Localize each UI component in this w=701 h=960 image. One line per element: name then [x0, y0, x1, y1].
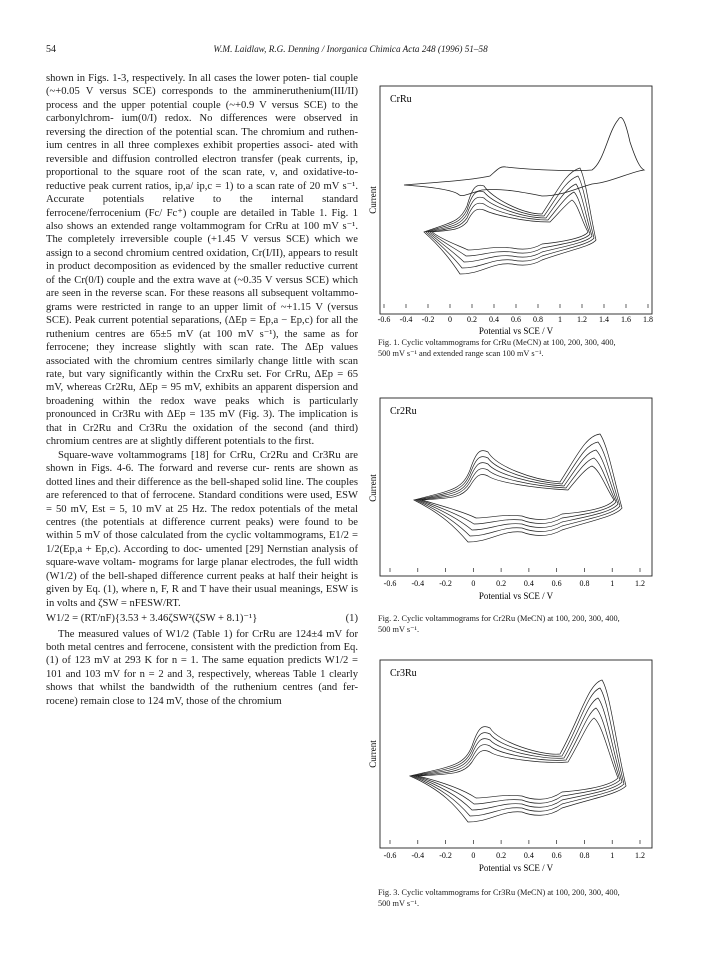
figure-3-plot: [368, 652, 662, 884]
text-column: [46, 72, 358, 892]
x-tick-labels: [384, 840, 645, 860]
body-paragraphs: [46, 72, 358, 610]
page-header: [0, 44, 701, 58]
x-tick-label: 1.2: [635, 851, 645, 860]
x-tick-label: 0: [448, 315, 452, 324]
cv-curve-200: [416, 708, 620, 804]
x-tick-label: 0.4: [523, 579, 534, 588]
plot-frame: [380, 398, 652, 576]
x-tick-label: 0.2: [496, 851, 507, 860]
x-tick-label: 0.8: [533, 315, 543, 324]
x-tick-labels: [384, 568, 645, 588]
figure-3-caption: Fig. 3. Cyclic voltammograms for Cr3Ru (MeCN) at 100, 200, 300, 400, 500 mV s⁻¹.: [378, 888, 620, 908]
cv-curve-200: [420, 458, 616, 524]
x-tick-label: 0: [471, 851, 476, 860]
figure-1-caption: Fig. 1. Cyclic voltammograms for CrRu (MeCN) at 100, 200, 300, 400, 500 mV s⁻¹ and extended range scan 100 mV s⁻¹.: [378, 338, 616, 358]
x-tick-label: 1: [610, 579, 615, 588]
cv-curve-100: [432, 200, 588, 250]
x-tick-label: 0.8: [579, 579, 590, 588]
figure-2: [368, 390, 662, 635]
x-axis-label: Potential vs SCE / V: [478, 326, 554, 336]
x-tick-label: 1: [610, 851, 615, 860]
figure-label: CrRu: [390, 94, 412, 105]
x-tick-label: -0.6: [377, 315, 391, 324]
figure-2-plot: [368, 390, 662, 610]
x-tick-label: 0.6: [551, 851, 562, 860]
x-tick-label: 0.8: [579, 851, 590, 860]
figure-label: Cr2Ru: [390, 406, 417, 417]
paragraph: Square-wave voltammograms [18] for CrRu, Cr2Ru and Cr3Ru are shown in Figs. 4-6. The forward and reverse cur- rents are shown as dotted lines and their difference as the bell-shaped solid line. The couples are referenced to that of ferrocene. Standard conditions were used, ESW = 50 mV, Est = 5, 10 mV at 25 Hz. The redox potentials of the metal centres (the potentials at difference current peaks) were found to be within 5 mV of those calculated from the cyclic voltammograms, E1/2 = 1/2(Ep,a + Ep,c). According to doc- umented [29] Nernstian analysis of square-wave voltam- mograms for large planar electrodes, the full width (W1/2) of the bell-shaped difference current peaks at half their height is given by Eq. (1), where n, F, R and T have their usual meanings, ESW is in volts and ζSW = nFESW/RT.: [46, 449, 358, 609]
x-tick-label: -0.4: [411, 579, 425, 588]
cv-curves: [410, 680, 626, 822]
y-axis-label: Current: [368, 186, 378, 214]
x-tick-label: 0: [471, 579, 476, 588]
x-tick-label: 1.2: [577, 315, 587, 324]
figure-1: [368, 72, 662, 359]
x-tick-label: 1: [558, 315, 562, 324]
equation-1: [46, 612, 358, 625]
cv-curve-500: [414, 434, 622, 542]
figure-2-caption: Fig. 2. Cyclic voltammograms for Cr2Ru (MeCN) at 100, 200, 300, 400, 500 mV s⁻¹.: [378, 614, 620, 634]
x-tick-label: 0.2: [496, 579, 507, 588]
plot-frame: [380, 86, 652, 314]
body-paragraphs-after: [46, 628, 358, 709]
cv-curve-300: [428, 184, 592, 262]
x-tick-label: -0.4: [399, 315, 413, 324]
y-axis-label: Current: [368, 474, 378, 502]
x-tick-label: 0.6: [551, 579, 562, 588]
page-number: 54: [46, 44, 56, 55]
x-axis-label: Potential vs SCE / V: [478, 863, 554, 873]
x-tick-label: -0.2: [421, 315, 435, 324]
cv-curve-100: [418, 718, 618, 799]
x-tick-label: 0.6: [511, 315, 521, 324]
figure-3: [368, 652, 662, 909]
x-tick-label: -0.6: [383, 851, 397, 860]
figure-1-plot: [368, 72, 662, 336]
equation-text: W1/2 = (RT/nF){3.53 + 3.46ζSW²(ζSW + 8.1)⁻¹}: [46, 613, 258, 625]
x-axis-label: Potential vs SCE / V: [478, 591, 554, 601]
cv-curve-300: [414, 698, 622, 810]
paragraph: shown in Figs. 1-3, respectively. In all cases the lower poten- tial couple (~+0.05 V versus SCE) corresponds to the ammineruthenium(III/II) process and the upper potential couple (~+0.9 V versus SCE) to the carbonylchrom- ium(0/I) redox. No differences were observed in reversing the direction of the potential scan. The chromium and ruthen- ium centres in all three complexes exhibit properties associ- ated with reversible and diffusion controlled electron transfer (peak currents, ip, proportional to the square root of the scan rate, ν, and oxidative-to-reductive peak current ratios, ip,a/ ip,c = 1) to a scan rate of 20 mV s⁻¹. Accurate potentials relative to the internal standard ferrocene/ferrocenium (Fc/ Fc⁺) couple are detailed in Table 1. Fig. 1 also shows an extended range voltammogram for CrRu at 100 mV s⁻¹. The completely irreversible couple (+1.45 V versus SCE) which we assign to a second chromium centred oxidation, Cr(I/II), appears to result in product decomposition as evidenced by the smaller reductive current of the Cr(0/I) couple and the extra wave at (~0.35 V versus SCE) which are seen in the reverse scan. For these reasons all subsequent voltammo- grams were restricted in range to an upper limit of ~+1.15 V (versus SCE). Peak current potential separations, (ΔEp = Ep,a − Ep,c) for all the ruthenium centres are 65±5 mV (at 100 mV s⁻¹), the same as for ferrocene; they increase slightly with scan rate. The ΔEp values associated with the chromium centres similarly change little with scan rate, but vary significantly within the CrxRu set. For CrRu, ΔEp = 65 mV, whereas Cr2Ru, ΔEp = 95 mV, exhibits an apparent dispersion and broadening within the redox wave peaks which is particularly pronounced in Cr3Ru with ΔEp = 135 mV (Fig. 3). The implication is that in Cr2Ru and Cr3Ru the oxidation of the second (and third) chromium centres are at slightly different potentials to the first.: [46, 73, 358, 448]
cv-curves: [414, 434, 622, 542]
running-head: W.M. Laidlaw, R.G. Denning / Inorganica Chimica Acta 248 (1996) 51–58: [213, 44, 488, 54]
cv-curve-400: [412, 688, 624, 816]
cv-curve-500: [424, 168, 596, 274]
x-tick-label: 0.4: [523, 851, 534, 860]
paragraph: The measured values of W1/2 (Table 1) for CrRu are 124±4 mV for both metal centres and ferrocene, consistent with the prediction from Eq. (1) of 123 mV at 293 K for n = 1. The same equation predicts W1/2 = 101 and 103 mV for n = 2 and 3, respectively, whereas Table 1 clearly shows that whilst the bandwidth of the ruthenium centres (and fer- rocene) remain close to 124 mV, those of the chromium: [46, 628, 358, 707]
extended-scan-curve: [404, 117, 644, 196]
x-tick-label: 1.4: [599, 315, 609, 324]
figure-label: Cr3Ru: [390, 668, 417, 679]
equation-number: (1): [345, 613, 358, 625]
plot-frame: [380, 660, 652, 848]
cv-curve-100: [422, 466, 614, 520]
x-tick-label: -0.2: [439, 851, 452, 860]
x-tick-label: 1.6: [621, 315, 631, 324]
cv-curves: [424, 168, 596, 274]
x-tick-label: 0.2: [467, 315, 477, 324]
x-tick-label: -0.4: [411, 851, 425, 860]
x-tick-label: 1.2: [635, 579, 645, 588]
x-tick-label: 0.4: [489, 315, 499, 324]
y-axis-label: Current: [368, 740, 378, 768]
x-tick-label: -0.2: [439, 579, 452, 588]
x-tick-label: 1.8: [643, 315, 653, 324]
x-tick-label: -0.6: [383, 579, 397, 588]
